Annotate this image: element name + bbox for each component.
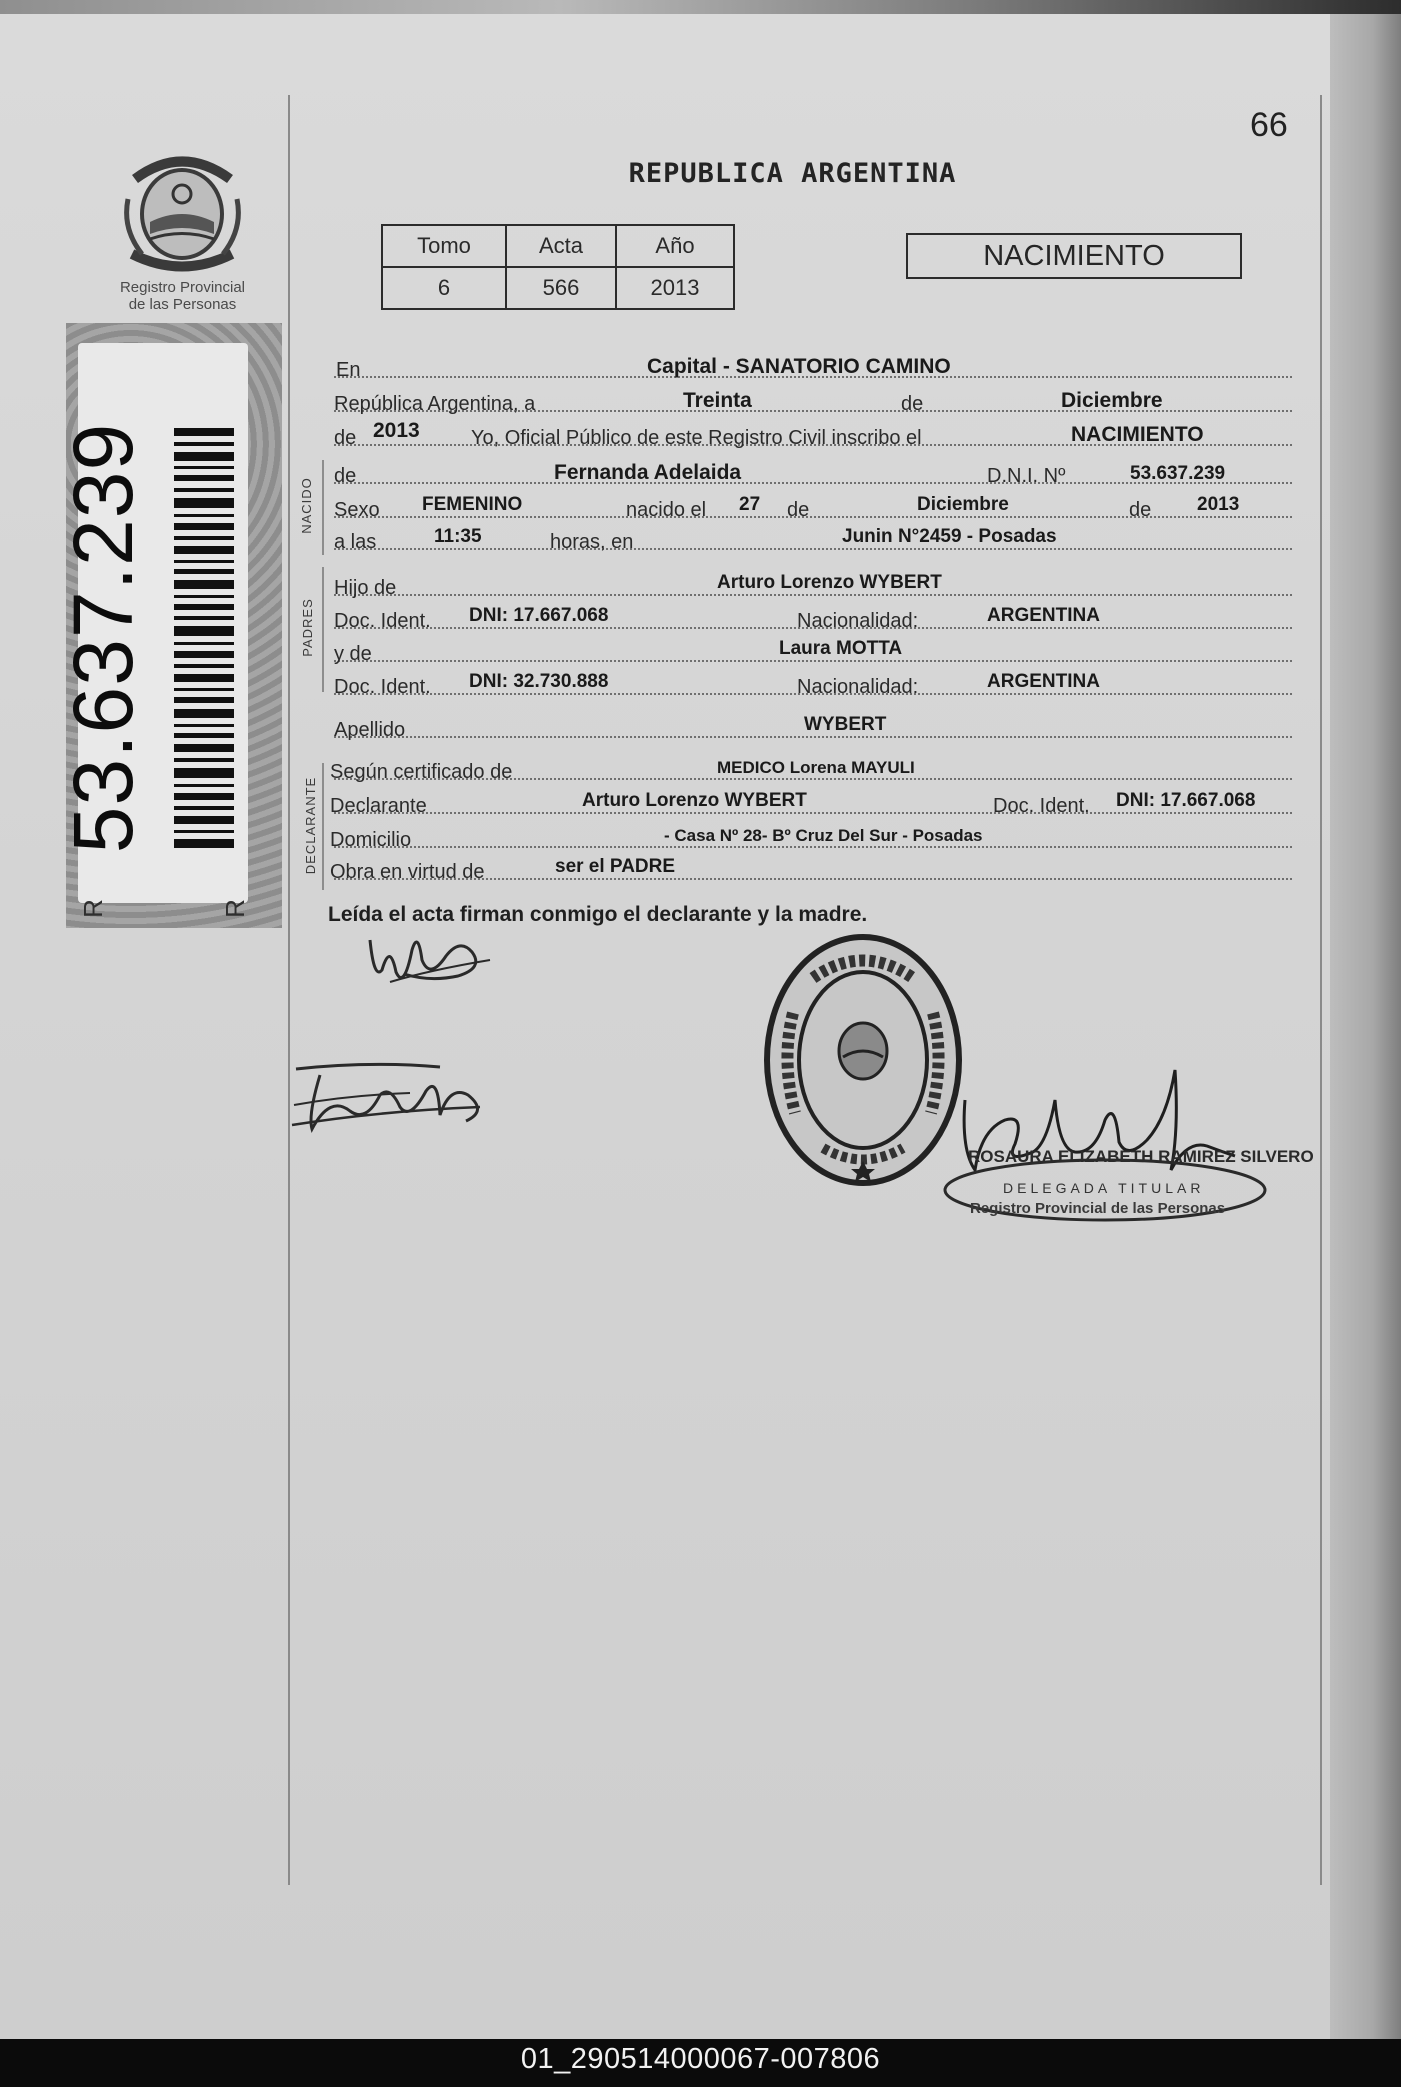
label-nacionalidad-padre: Nacionalidad: [797, 610, 919, 632]
value-sexo: FEMENINO [422, 494, 523, 515]
row-declarante [330, 786, 1292, 820]
closing-statement: Leída el acta firman conmigo el declarante y la madre. [328, 903, 868, 926]
label-nacionalidad-madre: Nacionalidad: [797, 676, 919, 698]
label-declarante-doc: Doc. Ident. [993, 795, 1090, 817]
value-nacido-anio: 2013 [1197, 494, 1240, 515]
label-hijo: Hijo de [334, 577, 397, 599]
value-inscribo: NACIMIENTO [1071, 423, 1204, 446]
label-de4: de [787, 499, 810, 521]
value-dia: Treinta [683, 389, 752, 412]
value-acta: 566 [506, 267, 616, 309]
header-tomo: Tomo [382, 225, 506, 267]
barcode-letter-bottom-left: R [77, 899, 108, 918]
official-name: ROSAURA ELIZABETH RAMIREZ SILVERO [968, 1147, 1314, 1166]
value-declarante-doc: DNI: 17.667.068 [1116, 790, 1256, 811]
document-page [0, 14, 1330, 2039]
value-obra: ser el PADRE [555, 856, 676, 877]
record-type-box: NACIMIENTO [906, 233, 1242, 279]
label-apellido: Apellido [334, 719, 406, 741]
label-obra: Obra en virtud de [330, 861, 485, 883]
row-nombre [334, 456, 1292, 490]
row-hijo [334, 568, 1292, 602]
section-line-padres [322, 567, 324, 692]
section-label-declarante: DECLARANTE [303, 776, 319, 875]
label-certificado: Según certificado de [330, 761, 513, 783]
section-line-declarante [322, 763, 324, 890]
label-nacido: nacido el [626, 499, 707, 521]
registry-label: Registro Provincial de las Personas [119, 279, 246, 313]
barcode-icon [174, 428, 234, 848]
label-domicilio: Domicilio [330, 829, 412, 851]
barcode-number: 53.637.239 [56, 422, 150, 854]
row-certificado [330, 752, 1292, 786]
reference-table [381, 224, 735, 310]
label-de5: de [1129, 499, 1152, 521]
label-en: En [336, 359, 361, 381]
value-nombre: Fernanda Adelaida [554, 461, 742, 484]
label-de2: de [334, 427, 357, 449]
right-margin-line [1320, 95, 1322, 1885]
signature-madre [290, 1055, 510, 1145]
section-line-nacido [322, 460, 324, 555]
label-de3: de [334, 465, 357, 487]
label-yde: y de [334, 643, 372, 665]
value-padre-nac: ARGENTINA [987, 605, 1100, 626]
left-margin-line [288, 95, 290, 1885]
header-acta: Acta [506, 225, 616, 267]
scan-right-edge [1330, 14, 1401, 2039]
row-domicilio [330, 820, 1292, 854]
label-docident-padre: Doc. Ident. [334, 610, 431, 632]
row-fecha-acta [334, 384, 1292, 418]
row-anio-inscribo [334, 418, 1292, 452]
section-label-padres: PADRES [299, 598, 315, 657]
row-padre-doc [334, 601, 1292, 635]
row-sexo [334, 490, 1292, 524]
barcode-label [56, 343, 248, 903]
page-number: 66 [1250, 106, 1288, 144]
value-hora: 11:35 [434, 526, 482, 547]
barcode-letter-bottom-right: R [219, 899, 250, 918]
label-de: de [901, 393, 924, 415]
label-sexo: Sexo [334, 499, 380, 521]
value-tomo: 6 [382, 267, 506, 309]
value-madre-nac: ARGENTINA [987, 671, 1100, 692]
label-declarante: Declarante [330, 795, 427, 817]
row-en [334, 350, 1292, 384]
value-dni: 53.637.239 [1130, 463, 1226, 484]
value-nacido-dia: 27 [739, 494, 761, 515]
official-role: DELEGADA TITULAR [1003, 1180, 1205, 1196]
value-domicilio: - Casa Nº 28- Bº Cruz Del Sur - Posadas [664, 826, 983, 845]
label-dni: D.N.I. Nº [987, 465, 1066, 487]
value-madre: Laura MOTTA [779, 638, 903, 659]
delegation-stamp-icon [763, 933, 963, 1187]
value-lugar: Junin N°2459 - Posadas [842, 526, 1057, 547]
header-anio: Año [616, 225, 734, 267]
document-title: REPUBLICA ARGENTINA [628, 158, 957, 189]
row-hora [334, 522, 1292, 556]
row-madre [334, 634, 1292, 668]
value-mes: Diciembre [1061, 389, 1163, 412]
value-anio: 2013 [373, 419, 420, 442]
row-madre-doc [334, 667, 1292, 701]
barcode-panel [56, 323, 282, 928]
value-padre: Arturo Lorenzo WYBERT [717, 572, 942, 593]
value-certificado: MEDICO Lorena MAYULI [717, 758, 915, 777]
official-office: Registro Provincial de las Personas [970, 1200, 1226, 1217]
value-madre-doc: DNI: 32.730.888 [469, 671, 609, 692]
label-horas: horas, en [550, 531, 634, 553]
row-apellido [334, 710, 1292, 744]
label-republica: República Argentina, a [334, 393, 536, 415]
value-nacido-mes: Diciembre [917, 494, 1009, 515]
value-en: Capital - SANATORIO CAMINO [647, 355, 951, 378]
value-apellido: WYBERT [804, 714, 887, 735]
signature-declarante [360, 920, 505, 1000]
provincial-seal-icon [120, 144, 245, 274]
row-obra [330, 852, 1292, 886]
label-hora: a las [334, 531, 377, 553]
oficial-text: Yo, Oficial Público de este Registro Civil inscribo el [471, 427, 922, 449]
value-padre-doc: DNI: 17.667.068 [469, 605, 609, 626]
section-label-nacido: NACIDO [298, 477, 314, 534]
value-anio: 2013 [616, 267, 734, 309]
value-declarante: Arturo Lorenzo WYBERT [582, 790, 807, 811]
label-docident-madre: Doc. Ident. [334, 676, 431, 698]
footer-code: 01_290514000067-007806 [520, 2043, 881, 2075]
